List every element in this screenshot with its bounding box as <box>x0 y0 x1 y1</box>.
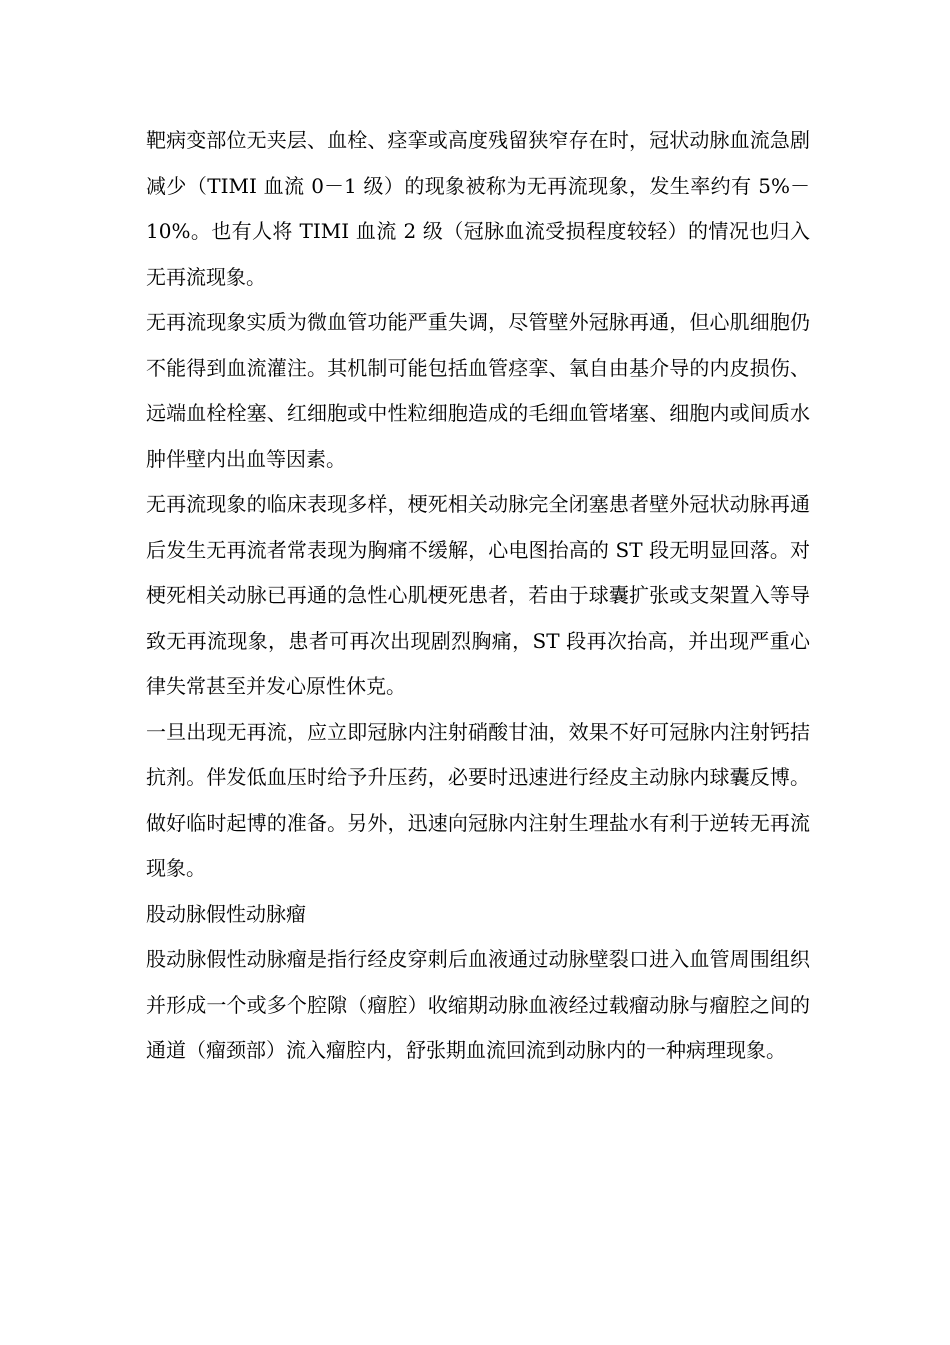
paragraph-no-reflow-clinical: 无再流现象的临床表现多样，梗死相关动脉完全闭塞患者壁外冠状动脉再通后发生无再流者常表现为胸痛不缓解，心电图抬高的 ST 段无明显回落。对梗死相关动脉已再通的急性心肌梗死患者，若由于球囊扩张或支架置入等导致无再流现象，患者可再次出现剧烈胸痛，ST 段再次抬高，并出现严重心律失常甚至并发心原性休克。 <box>146 492 810 698</box>
document-body <box>146 118 810 1074</box>
paragraph-pseudoaneurysm-definition: 股动脉假性动脉瘤是指行经皮穿刺后血液通过动脉壁裂口进入血管周围组织并形成一个或多个腔隙（瘤腔）收缩期动脉血液经过载瘤动脉与瘤腔之间的通道（瘤颈部）流入瘤腔内，舒张期血流回流到动脉内的一种病理现象。 <box>146 947 810 1062</box>
paragraph-no-reflow-treatment: 一旦出现无再流，应立即冠脉内注射硝酸甘油，效果不好可冠脉内注射钙拮抗剂。伴发低血压时给予升压药，必要时迅速进行经皮主动脉内球囊反博。做好临时起博的准备。另外，迅速向冠脉内注射生理盐水有利于逆转无再流现象。 <box>146 719 810 880</box>
paragraph-no-reflow-mechanism: 无再流现象实质为微血管功能严重失调，尽管壁外冠脉再通，但心肌细胞仍不能得到血流灌注。其机制可能包括血管痉挛、氧自由基介导的内皮损伤、远端血栓栓塞、红细胞或中性粒细胞造成的毛细血管堵塞、细胞内或间质水肿伴壁内出血等因素。 <box>146 310 810 471</box>
paragraph-no-reflow-definition: 靶病变部位无夹层、血栓、痉挛或高度残留狭窄存在时，冠状动脉血流急剧减少（TIMI 血流 0－1 级）的现象被称为无再流现象，发生率约有 5%－10%。也有人将 TIMI 血流 2 级（冠脉血流受损程度较轻）的情况也归入无再流现象。 <box>146 128 810 289</box>
section-heading-pseudoaneurysm: 股动脉假性动脉瘤 <box>146 901 306 926</box>
